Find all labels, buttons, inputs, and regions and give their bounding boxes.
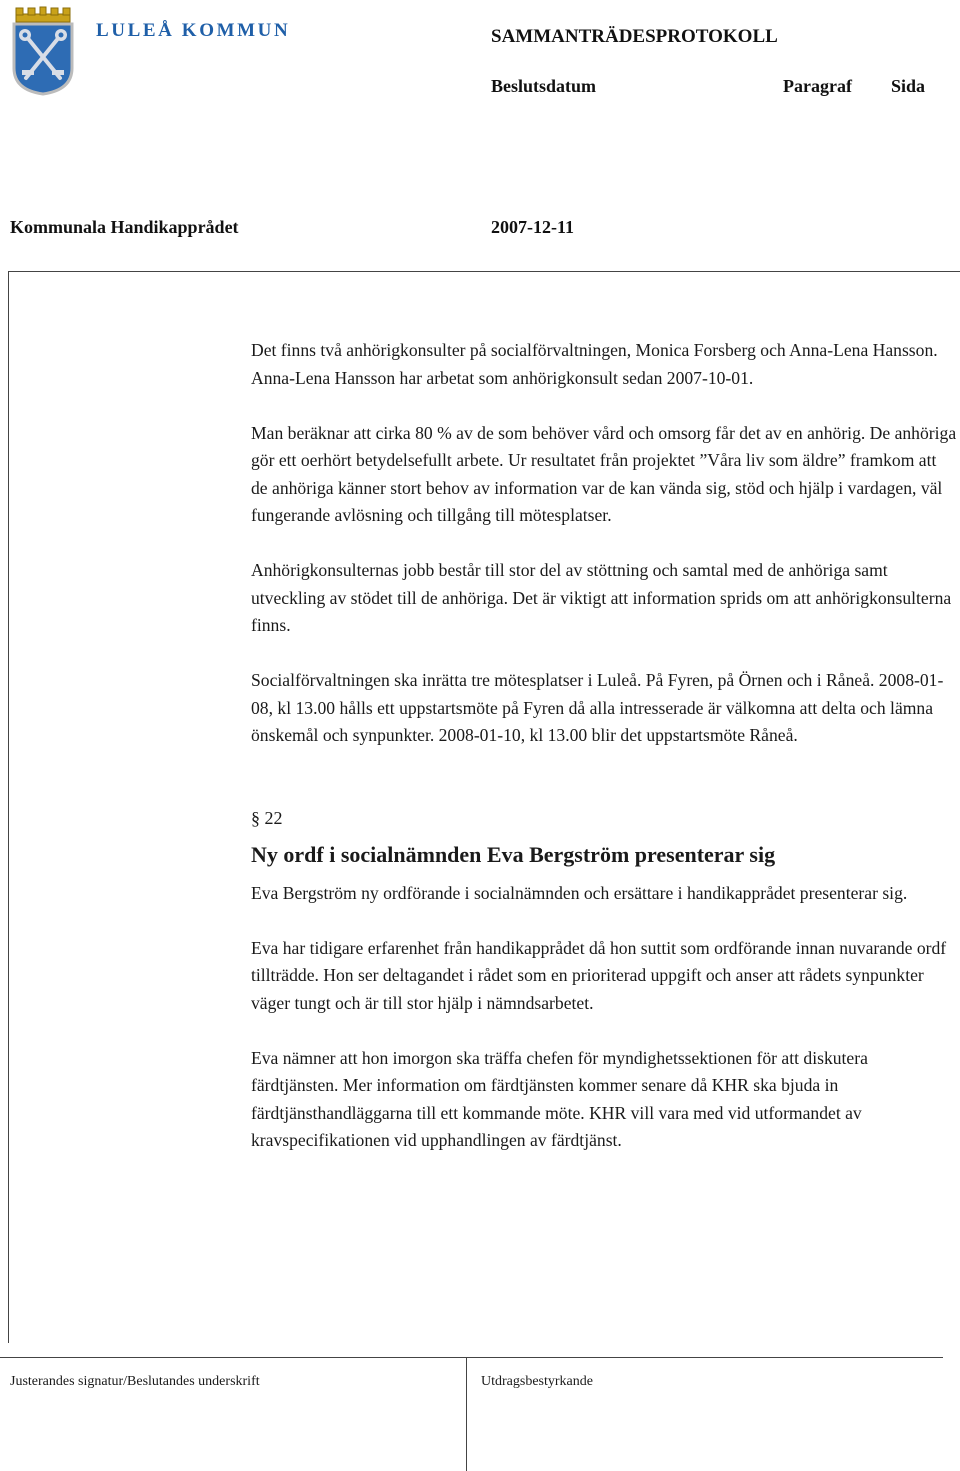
paragraph-transport-service: Eva nämner att hon imorgon ska träffa chefen för myndighetssektionen för att diskutera färdtjänsten. Mer information om färdtjänsten kommer senare då KHR ska bjuda in färdtjänsthandläggarna till ett kommande möte. KHR vill vara med vid utformandet av kravspecifikationen vid upphandlingen av färdtjänst. (251, 1047, 868, 1150)
section-title: Ny ordf i socialnämnden Eva Bergström presenterar sig (251, 841, 776, 867)
content-frame-top (8, 271, 960, 272)
signature-label: Justerandes signatur/Beslutandes underskrift (10, 1374, 260, 1389)
paragraph-consultants: Det finns två anhörigkonsulter på socialförvaltningen, Monica Forsberg och Anna-Lena Hansson. Anna-Lena Hansson har arbetat som anhörigkonsult sedan 2007-10-01. (251, 340, 938, 388)
org-name: LULEÅ KOMMUN (96, 20, 291, 41)
footer-column-separator (466, 1357, 467, 1471)
footer-divider (0, 1357, 943, 1358)
lulea-coat-of-arms-icon (10, 6, 76, 96)
paragraph-relatives: Man beräknar att cirka 80 % av de som behöver vård och omsorg får det av en anhörig. De anhöriga gör ett oerhört betydelsefullt arbete. Ur resultatet från projektet ”Våra liv som äldre” framkom att de anhöriga känner stort behov av information var de kan vända sig, stöd och hjälp i vardagen, väl fungerande avlösning och tillgång till mötesplatser. (251, 422, 957, 525)
decision-date-label: Beslutsdatum (491, 76, 597, 96)
section-number: § 22 (251, 807, 283, 828)
paragraph-meeting-places: Socialförvaltningen ska inrätta tre mötesplatser i Luleå. På Fyren, på Örnen och i Råneå. 2008-01-08, kl 13.00 hålls ett uppstartsmöte på Fyren då alla intresserade är välkomna att delta och lämna önskemål och synpunkter. 2008-01-10, kl 13.00 blir det uppstartsmöte Råneå. (251, 670, 944, 745)
document-type: SAMMANTRÄDESPROTOKOLL (491, 26, 778, 47)
extract-certification-label: Utdragsbestyrkande (481, 1374, 593, 1389)
paragraph-experience: Eva har tidigare erfarenhet från handikapprådet då hon suttit som ordförande innan nuvarande ordf tillträdde. Hon ser deltagandet i rådet som en prioriterad uppgift och anser att rådets synpunkter väger tungt och är till stor hjälp i nämndsarbetet. (251, 937, 947, 1013)
content-frame-left (8, 271, 9, 1343)
paragraph-presentation: Eva Bergström ny ordförande i socialnämnden och ersättare i handikapprådet presenterar sig. (251, 882, 908, 903)
paragraph-label: Paragraf (783, 76, 852, 96)
body-name: Kommunala Handikapprådet (10, 217, 239, 237)
page-label: Sida (891, 76, 926, 96)
protocol-body (251, 337, 957, 1155)
meeting-date: 2007-12-11 (491, 217, 574, 237)
paragraph-consultant-role: Anhörigkonsulternas jobb består till stor del av stöttning och samtal med de anhöriga samt utveckling av stödet till de anhöriga. Det är viktigt att information sprids om att anhörigkonsulterna finns. (251, 560, 952, 635)
